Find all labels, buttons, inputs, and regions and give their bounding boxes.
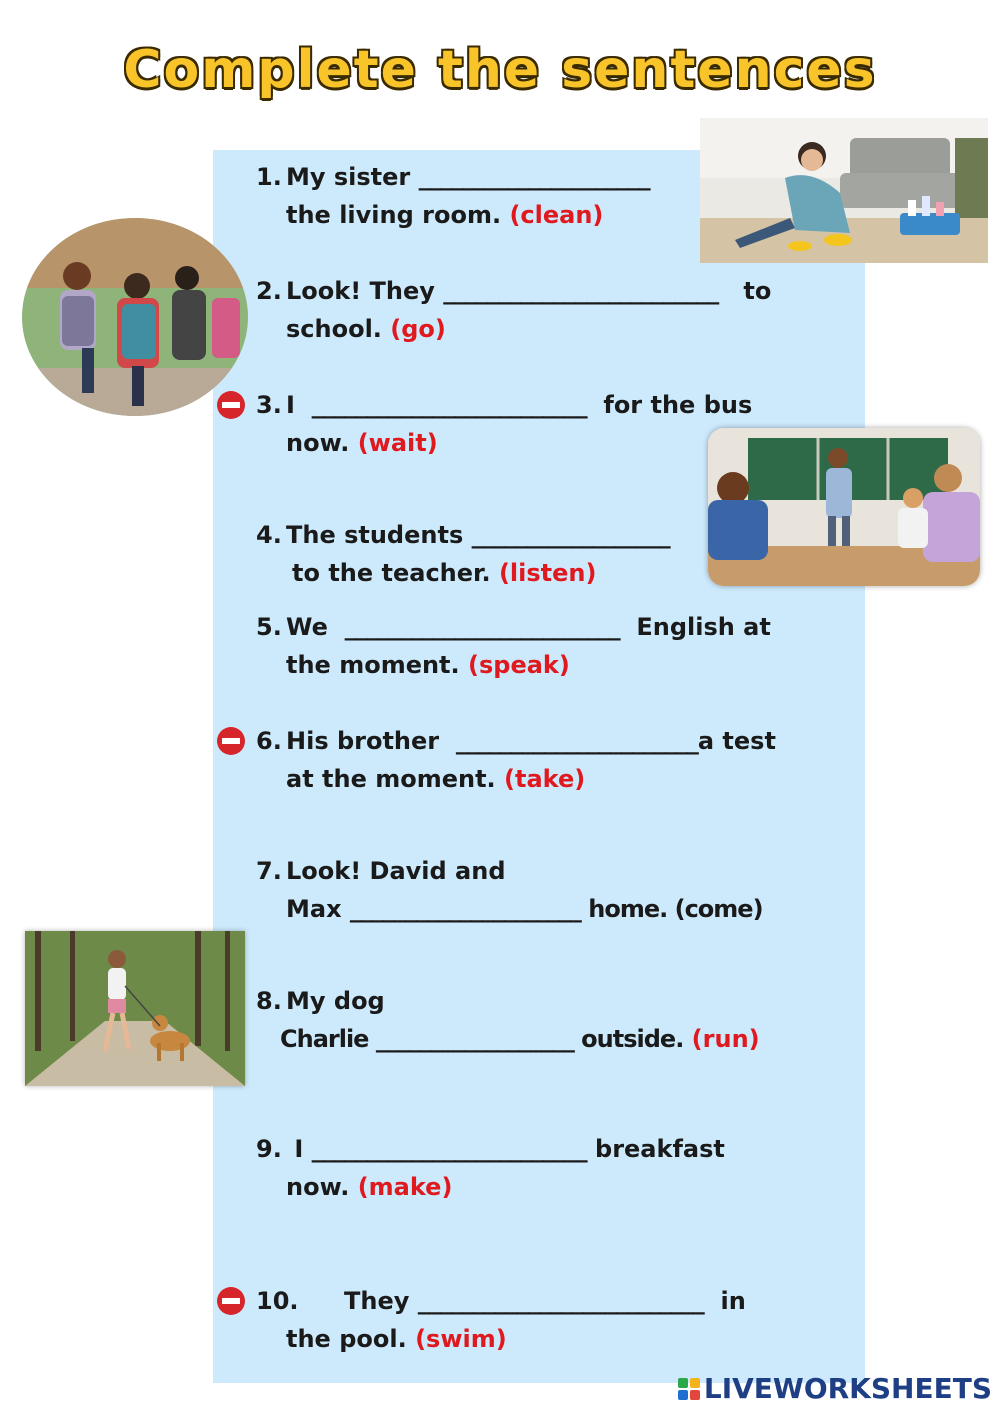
photo-running-dog — [25, 931, 245, 1086]
item-text: breakfast — [595, 1135, 725, 1163]
stop-icon[interactable] — [217, 727, 245, 755]
answer-blank[interactable]: _________________________ — [311, 391, 587, 419]
item-text: We — [286, 613, 328, 641]
item-text: My sister — [286, 163, 411, 191]
liveworksheets-logo[interactable] — [678, 1372, 992, 1405]
item-text: school. — [286, 315, 382, 343]
sentence-item — [256, 608, 846, 684]
verb-hint: (take) — [504, 765, 586, 793]
item-text: English at — [636, 613, 771, 641]
answer-blank[interactable]: _________________________ — [344, 613, 620, 641]
item-number: 5. — [256, 613, 282, 641]
item-number: 9. — [256, 1135, 282, 1163]
item-text: in — [720, 1287, 746, 1315]
logo-mark-icon — [678, 1378, 700, 1400]
item-number: 4. — [256, 521, 282, 549]
item-text: the living room. — [286, 201, 502, 229]
answer-blank[interactable]: __________________________ — [417, 1287, 704, 1315]
answer-blank[interactable]: Charlie __________________ outside. — [280, 1025, 684, 1053]
verb-hint: (listen) — [498, 559, 597, 587]
item-text: the moment. — [286, 651, 460, 679]
item-text: a test — [697, 727, 776, 755]
stop-icon[interactable] — [217, 1287, 245, 1315]
sentence-item — [256, 982, 846, 1058]
item-text: the pool. — [286, 1325, 407, 1353]
item-text: His brother — [286, 727, 440, 755]
item-text: Look! They — [286, 277, 435, 305]
answer-blank[interactable]: _____________________ — [418, 163, 650, 191]
item-number: 6. — [256, 727, 282, 755]
verb-hint: (wait) — [357, 429, 438, 457]
sentence-item — [256, 158, 846, 234]
verb-hint: (run) — [691, 1025, 760, 1053]
verb-hint: (speak) — [468, 651, 570, 679]
sentence-item — [256, 386, 846, 462]
item-number: 3. — [256, 391, 282, 419]
verb-hint: (go) — [390, 315, 446, 343]
item-text: The students — [286, 521, 464, 549]
photo-students-walking — [22, 218, 248, 416]
item-text: I — [286, 391, 295, 419]
item-text: My dog — [286, 987, 385, 1015]
item-number: 7. — [256, 857, 282, 885]
item-number: 8. — [256, 987, 282, 1015]
sentence-item — [256, 852, 846, 928]
item-text: Look! David and — [286, 857, 506, 885]
sentence-item — [256, 1282, 846, 1358]
item-text: They — [344, 1287, 410, 1315]
item-text: Max — [286, 895, 342, 923]
item-text: at the moment. — [286, 765, 496, 793]
answer-blank[interactable]: __________________ — [471, 521, 670, 549]
answer-blank[interactable]: _____________________ home. (come) — [349, 895, 763, 923]
item-number: 10. — [256, 1287, 299, 1315]
sentence-item — [256, 722, 846, 798]
answer-blank[interactable]: _________________________ — [311, 1135, 587, 1163]
verb-hint: (swim) — [415, 1325, 507, 1353]
verb-hint: (clean) — [509, 201, 604, 229]
item-text: I — [294, 1135, 304, 1163]
sentence-item — [256, 1130, 846, 1206]
answer-blank[interactable]: ______________________ — [455, 727, 698, 755]
item-text: for the bus — [603, 391, 753, 419]
item-text: to — [743, 277, 772, 305]
item-number: 1. — [256, 163, 282, 191]
sentence-item — [256, 272, 846, 348]
page-title: Complete the sentences — [123, 40, 877, 100]
verb-hint: (make) — [357, 1173, 453, 1201]
item-text: now. — [286, 429, 350, 457]
sentence-item — [256, 516, 846, 592]
item-number: 2. — [256, 277, 282, 305]
answer-blank[interactable]: _________________________ — [443, 277, 719, 305]
footer-brand: LIVEWORKSHEETS — [703, 1372, 992, 1405]
item-text: now. — [286, 1173, 350, 1201]
stop-icon[interactable] — [217, 391, 245, 419]
item-text: to the teacher. — [292, 559, 491, 587]
